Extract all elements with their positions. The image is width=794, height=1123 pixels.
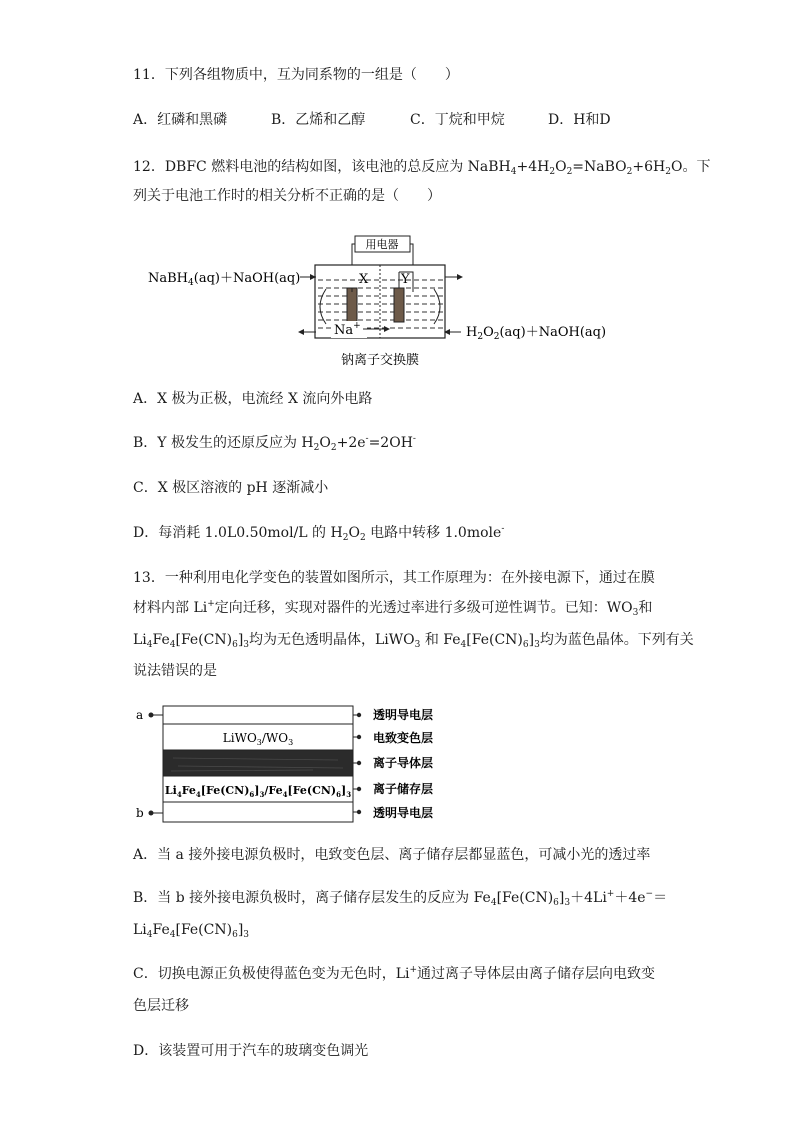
q11-option-b: B．乙烯和乙醇 (271, 112, 366, 128)
q13-option-c-line2: 色层迁移 (133, 998, 189, 1014)
q12-option-c: C．X 极区溶液的 pH 逐渐减小 (133, 480, 329, 496)
q11-stem: 11．下列各组物质中，互为同系物的一组是（ ） (133, 67, 459, 83)
q12-option-b: B．Y 极发生的还原反应为 $H_2O_2+2e^-=2OH^-$ (133, 434, 416, 453)
q13-option-d: D．该装置可用于汽车的玻璃变色调光 (133, 1043, 369, 1059)
electrode-x (347, 288, 357, 322)
q13-stem-line3: $Li_4Fe_4[Fe(CN)_6]_3$均为无色透明晶体，LiWO$_3$ 和 $Fe_4[Fe(CN)_6]_3$均为蓝色晶体。下列有关 (133, 632, 694, 650)
q13-stem-line4: 说法错误的是 (133, 663, 217, 679)
q13-device-figure (133, 700, 463, 828)
q11-option-d: D．H和D (548, 112, 611, 128)
layer-top-conductive (163, 706, 353, 724)
label-electrochromic: 电致变色层 (373, 731, 434, 745)
terminal-b-label: b (136, 806, 144, 820)
label-top-conductive: 透明导电层 (373, 708, 434, 722)
q12-battery-figure (148, 232, 618, 374)
layer-bottom-conductive (163, 802, 353, 822)
q11-option-c: C．丁烷和甲烷 (410, 112, 505, 128)
q12-stem-line1: 12．DBFC 燃料电池的结构如图，该电池的总反应为 $NaBH_4+4H_2O_2=NaBO_2+6H_2O$。下 (133, 159, 711, 177)
membrane-label: 钠离子交换膜 (340, 353, 420, 368)
label-bottom-conductive: 透明导电层 (373, 806, 434, 820)
q13-option-c-line1: C．切换电源正负极使得蓝色变为无色时，Li+通过离子导体层由离子储存层向电致变 (133, 965, 656, 982)
q13-stem-line2: 材料内部 Li+定向迁移，实现对器件的光透过率进行多级可逆性调节。已知：$WO_3$和 (133, 599, 653, 618)
q11-option-a: A．红磷和黑磷 (133, 112, 228, 128)
sodium-ion-label: Na+ (334, 321, 361, 338)
q12-option-d: D．每消耗 1.0L0.50mol/L 的 $H_2O_2$ 电路中转移 1.0mole- (133, 524, 505, 543)
label-ion-conductor: 离子导体层 (373, 756, 434, 770)
layer-ion-storage-text: $Li_4Fe_4[Fe(CN)_6]_3/Fe_4[Fe(CN)_6]_3$ (164, 784, 352, 799)
q13-option-a: A．当 a 接外接电源负极时，电致变色层、离子储存层都显蓝色，可减小光的透过率 (133, 847, 651, 863)
q13-stem-line1: 13．一种利用电化学变色的装置如图所示，其工作原理为：在外接电源下，通过在膜 (133, 570, 655, 586)
electrode-x-label: X (359, 272, 369, 287)
label-ion-storage: 离子储存层 (373, 782, 434, 796)
q13-option-b-line1: B．当 b 接外接电源负极时，离子储存层发生的反应为 $Fe_4[Fe(CN)_6]_3+4Li^++4e^-=$ (133, 889, 668, 908)
q12-option-a: A．X 极为正极，电流经 X 流向外电路 (133, 391, 373, 407)
layer-electrochromic-text: $LiWO_3/WO_3$ (222, 731, 294, 747)
electrode-y (394, 288, 404, 322)
q13-option-b-line2: $Li_4Fe_4[Fe(CN)_6]_3$ (133, 922, 250, 940)
q12-stem-line2: 列关于电池工作时的相关分析不正确的是（ ） (133, 188, 441, 204)
layer-ion-conductor (163, 750, 353, 776)
electrode-y-label: Y (401, 272, 410, 287)
device-label: 用电器 (365, 238, 399, 251)
terminal-a-label: a (136, 708, 144, 722)
right-input-label: $H_2O_2(aq)+NaOH(aq)$ (466, 325, 607, 342)
left-input-label: NaBH$_4$(aq)＋NaOH(aq) (148, 271, 301, 288)
